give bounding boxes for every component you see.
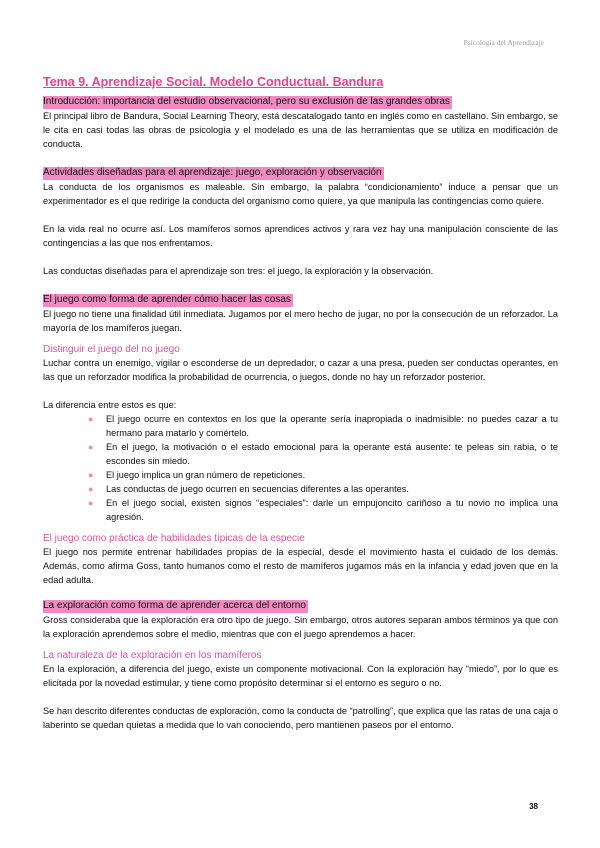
section-distinguir-juego <box>43 343 558 524</box>
paragraph: Luchar contra un enemigo, vigilar o esconderse de un depredador, o cazar a una presa, pueden ser conductas operantes, en las que un reforzador modifica la probabilidad de ocurrencia, o juegos, donde no hay un reforzador posterior. <box>43 358 558 382</box>
section-heading: El juego como forma de aprender cómo hacer las cosas <box>43 294 291 305</box>
document-body <box>43 73 558 732</box>
paragraph: Se han descrito diferentes conductas de exploración, como la conducta de “patrolling”, que explica que las ratas de una caja o laberinto se quedan quietas a medida que lo van conociendo, pero mantienen paseos por el entorno. <box>43 706 558 730</box>
subsection-heading: El juego como práctica de habilidades típicas de la especie <box>43 533 305 544</box>
section-juego-practica <box>43 532 558 587</box>
section-juego <box>43 289 558 335</box>
paragraph: El principal libro de Bandura, Social Learning Theory, está descatalogado tanto en inglés como en castellano. Sin embargo, se le cita en casi todas las obras de psicología y el modelado es una de las herramientas que se utiliza en modificación de conducta. <box>43 111 558 149</box>
subsection-heading: La naturaleza de la exploración en los mamíferos <box>43 650 262 661</box>
paragraph: La diferencia entre estos es que: <box>43 400 177 410</box>
page-title: Tema 9. Aprendizaje Social. Modelo Conductual. Bandura <box>43 75 384 89</box>
section-actividades <box>43 162 558 278</box>
page-number: 38 <box>529 802 538 811</box>
list-item: ● El juego implica un gran número de repeticiones. <box>88 470 306 480</box>
paragraph: Las conductas diseñadas para el aprendizaje son tres: el juego, la exploración y la observación. <box>43 266 434 276</box>
paragraph: Gross consideraba que la exploración era otro tipo de juego. Sin embargo, otros autores separan ambos términos ya que con la exploración aprendemos sobre el medio, mientras que con el juego aprendemos a hacer. <box>43 615 558 639</box>
bullet-icon: ● <box>88 442 94 452</box>
subsection-heading: Distinguir el juego del no juego <box>43 344 180 355</box>
section-introduccion <box>43 91 558 151</box>
section-naturaleza-exploracion <box>43 649 558 732</box>
list-item: ● En el juego, la motivación o el estado emocional para la operante está ausente: te peleas sin rabia, o te escondes sin miedo. <box>88 442 558 466</box>
bullet-icon: ● <box>88 498 94 508</box>
running-header: Psicología del Aprendizaje <box>463 38 544 47</box>
bullet-icon: ● <box>88 484 94 494</box>
paragraph: El juego no tiene una finalidad útil inmediata. Jugamos por el mero hecho de jugar, no por la consecución de un reforzador. La mayoría de los mamíferos juegan. <box>43 309 558 333</box>
bullet-list <box>88 412 558 524</box>
section-heading: Actividades diseñadas para el aprendizaje: juego, exploración y observación <box>43 167 382 178</box>
paragraph: En la exploración, a diferencia del juego, existe un componente motivacional. Con la exploración hay “miedo”, por lo que es elicitada por la novedad estimular, y tiene como propósito determinar si el entorno es seguro o no. <box>43 664 558 688</box>
section-exploracion <box>43 595 558 641</box>
list-item: ● Las conductas de juego ocurren en secuencias diferentes a las operantes. <box>88 484 409 494</box>
paragraph: El juego nos permite entrenar habilidades propias de la especial, desde el movimiento hasta el cuidado de los demás. Además, como afirma Goss, tanto humanos como el resto de mamíferos jugamos más en la infancia y edad joven que en la edad adulta. <box>43 547 558 585</box>
list-item: ● El juego ocurre en contextos en los que la operante sería inapropiada o inadmisible: no puedes cazar a tu hermano para matarlo y comértelo. <box>88 414 558 438</box>
paragraph: En la vida real no ocurre así. Los mamíferos somos aprendices activos y rara vez hay una manipulación consciente de las contingencias a las que nos enfrentamos. <box>43 224 558 248</box>
section-heading: Introducción: importancia del estudio observacional, pero su exclusión de las grandes obras <box>43 96 450 107</box>
paragraph: La conducta de los organismos es maleable. Sin embargo, la palabra “condicionamiento” induce a pensar que un experimentador es el que redirige la conducta del organismo como quiere, ya que manipula las contingencias como quiere. <box>43 182 558 206</box>
bullet-icon: ● <box>88 414 94 424</box>
section-heading: La exploración como forma de aprender acerca del entorno <box>43 600 306 611</box>
bullet-icon: ● <box>88 470 94 480</box>
list-item: ● En el juego social, existen signos “especiales”: darle un empujoncito cariñoso a tu novio no implica una agresión. <box>88 498 558 522</box>
